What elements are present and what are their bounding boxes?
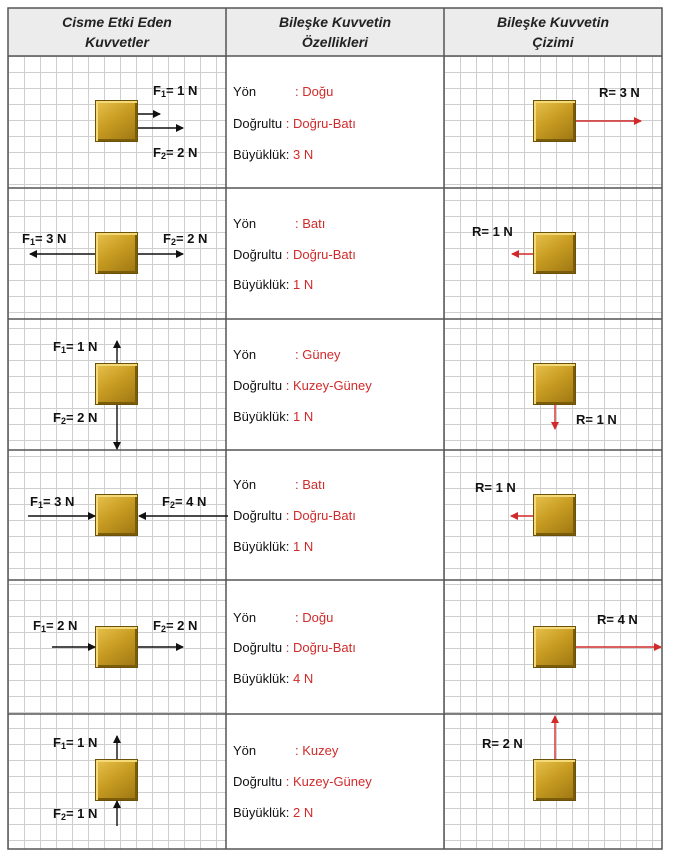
row1-magnitude-value: 3 N (293, 147, 314, 162)
row4-axis-value: : Doğru-Batı (285, 508, 356, 523)
row6-axis-label: Doğrultu (233, 774, 283, 789)
row4-direction-label: Yön (233, 477, 257, 492)
row1-axis-value: : Doğru-Batı (285, 116, 356, 131)
row1-axis-label: Doğrultu (233, 116, 283, 131)
header-col2-line1: Bileşke Kuvvetin (278, 14, 392, 30)
row2-force1-label: $F_1= 3$ N (22, 231, 67, 247)
row2-direction-value: : Batı (295, 216, 326, 231)
row5-magnitude-label: Büyüklük: (233, 671, 290, 686)
row3-direction-label: Yön (233, 347, 257, 362)
row5-force1-label: $F_1= 2$ N (33, 618, 78, 634)
row3-force1-label: $F_1= 1$ N (53, 339, 98, 355)
row5-magnitude-value: 4 N (293, 671, 314, 686)
row1-force1-label: $F_1= 1$ N (153, 83, 198, 99)
row6-direction-value: : Kuzey (295, 743, 339, 758)
row1-result-label: R= 3 N (599, 85, 640, 100)
row5-axis-label: Doğrultu (233, 640, 283, 655)
header-col1-line2: Kuvvetler (85, 34, 149, 50)
row3-axis-label: Doğrultu (233, 378, 283, 393)
header-col1-line1: Cisme Etki Eden (62, 14, 172, 30)
row1-direction-value: : Doğu (295, 84, 334, 99)
row6-axis-value: : Kuzey-Güney (285, 774, 372, 789)
row4-magnitude-label: Büyüklük: (233, 539, 290, 554)
row4-direction-value: : Batı (295, 477, 326, 492)
row6-force1-label: $F_1= 1$ N (53, 735, 98, 751)
row4-magnitude-value: 1 N (293, 539, 314, 554)
row3-magnitude-label: Büyüklük: (233, 409, 290, 424)
row5-force2-label: $F_2= 2$ N (153, 618, 198, 634)
row4-force2-label: $F_2= 4$ N (162, 494, 207, 510)
row6-result-label: R= 2 N (482, 736, 523, 751)
row5-direction-label: Yön (233, 610, 257, 625)
row1-force2-label: $F_2= 2$ N (153, 145, 198, 161)
row3-result-label: R= 1 N (576, 412, 617, 427)
row2-axis-label: Doğrultu (233, 247, 283, 262)
row3-magnitude-value: 1 N (293, 409, 314, 424)
header-col2-line2: Özellikleri (301, 34, 369, 50)
row1-magnitude-label: Büyüklük: (233, 147, 290, 162)
row6-force2-label: $F_2= 1$ N (53, 806, 98, 822)
row4-result-label: R= 1 N (475, 480, 516, 495)
row4-axis-label: Doğrultu (233, 508, 283, 523)
row3-force2-label: $F_2= 2$ N (53, 410, 98, 426)
row6-magnitude-value: 2 N (293, 805, 314, 820)
row6-magnitude-label: Büyüklük: (233, 805, 290, 820)
row6-direction-label: Yön (233, 743, 257, 758)
row2-magnitude-label: Büyüklük: (233, 277, 290, 292)
row2-magnitude-value: 1 N (293, 277, 314, 292)
row2-direction-label: Yön (233, 216, 257, 231)
row3-axis-value: : Kuzey-Güney (285, 378, 372, 393)
row5-direction-value: : Doğu (295, 610, 334, 625)
row5-axis-value: : Doğru-Batı (285, 640, 356, 655)
row4-force1-label: $F_1= 3$ N (30, 494, 75, 510)
header-col3-line2: Çizimi (532, 34, 574, 50)
row3-direction-value: : Güney (295, 347, 341, 362)
row2-force2-label: $F_2= 2$ N (163, 231, 208, 247)
row2-result-label: R= 1 N (472, 224, 513, 239)
row1-direction-label: Yön (233, 84, 257, 99)
row5-result-label: R= 4 N (597, 612, 638, 627)
row2-axis-value: : Doğru-Batı (285, 247, 356, 262)
header-col3-line1: Bileşke Kuvvetin (496, 14, 610, 30)
